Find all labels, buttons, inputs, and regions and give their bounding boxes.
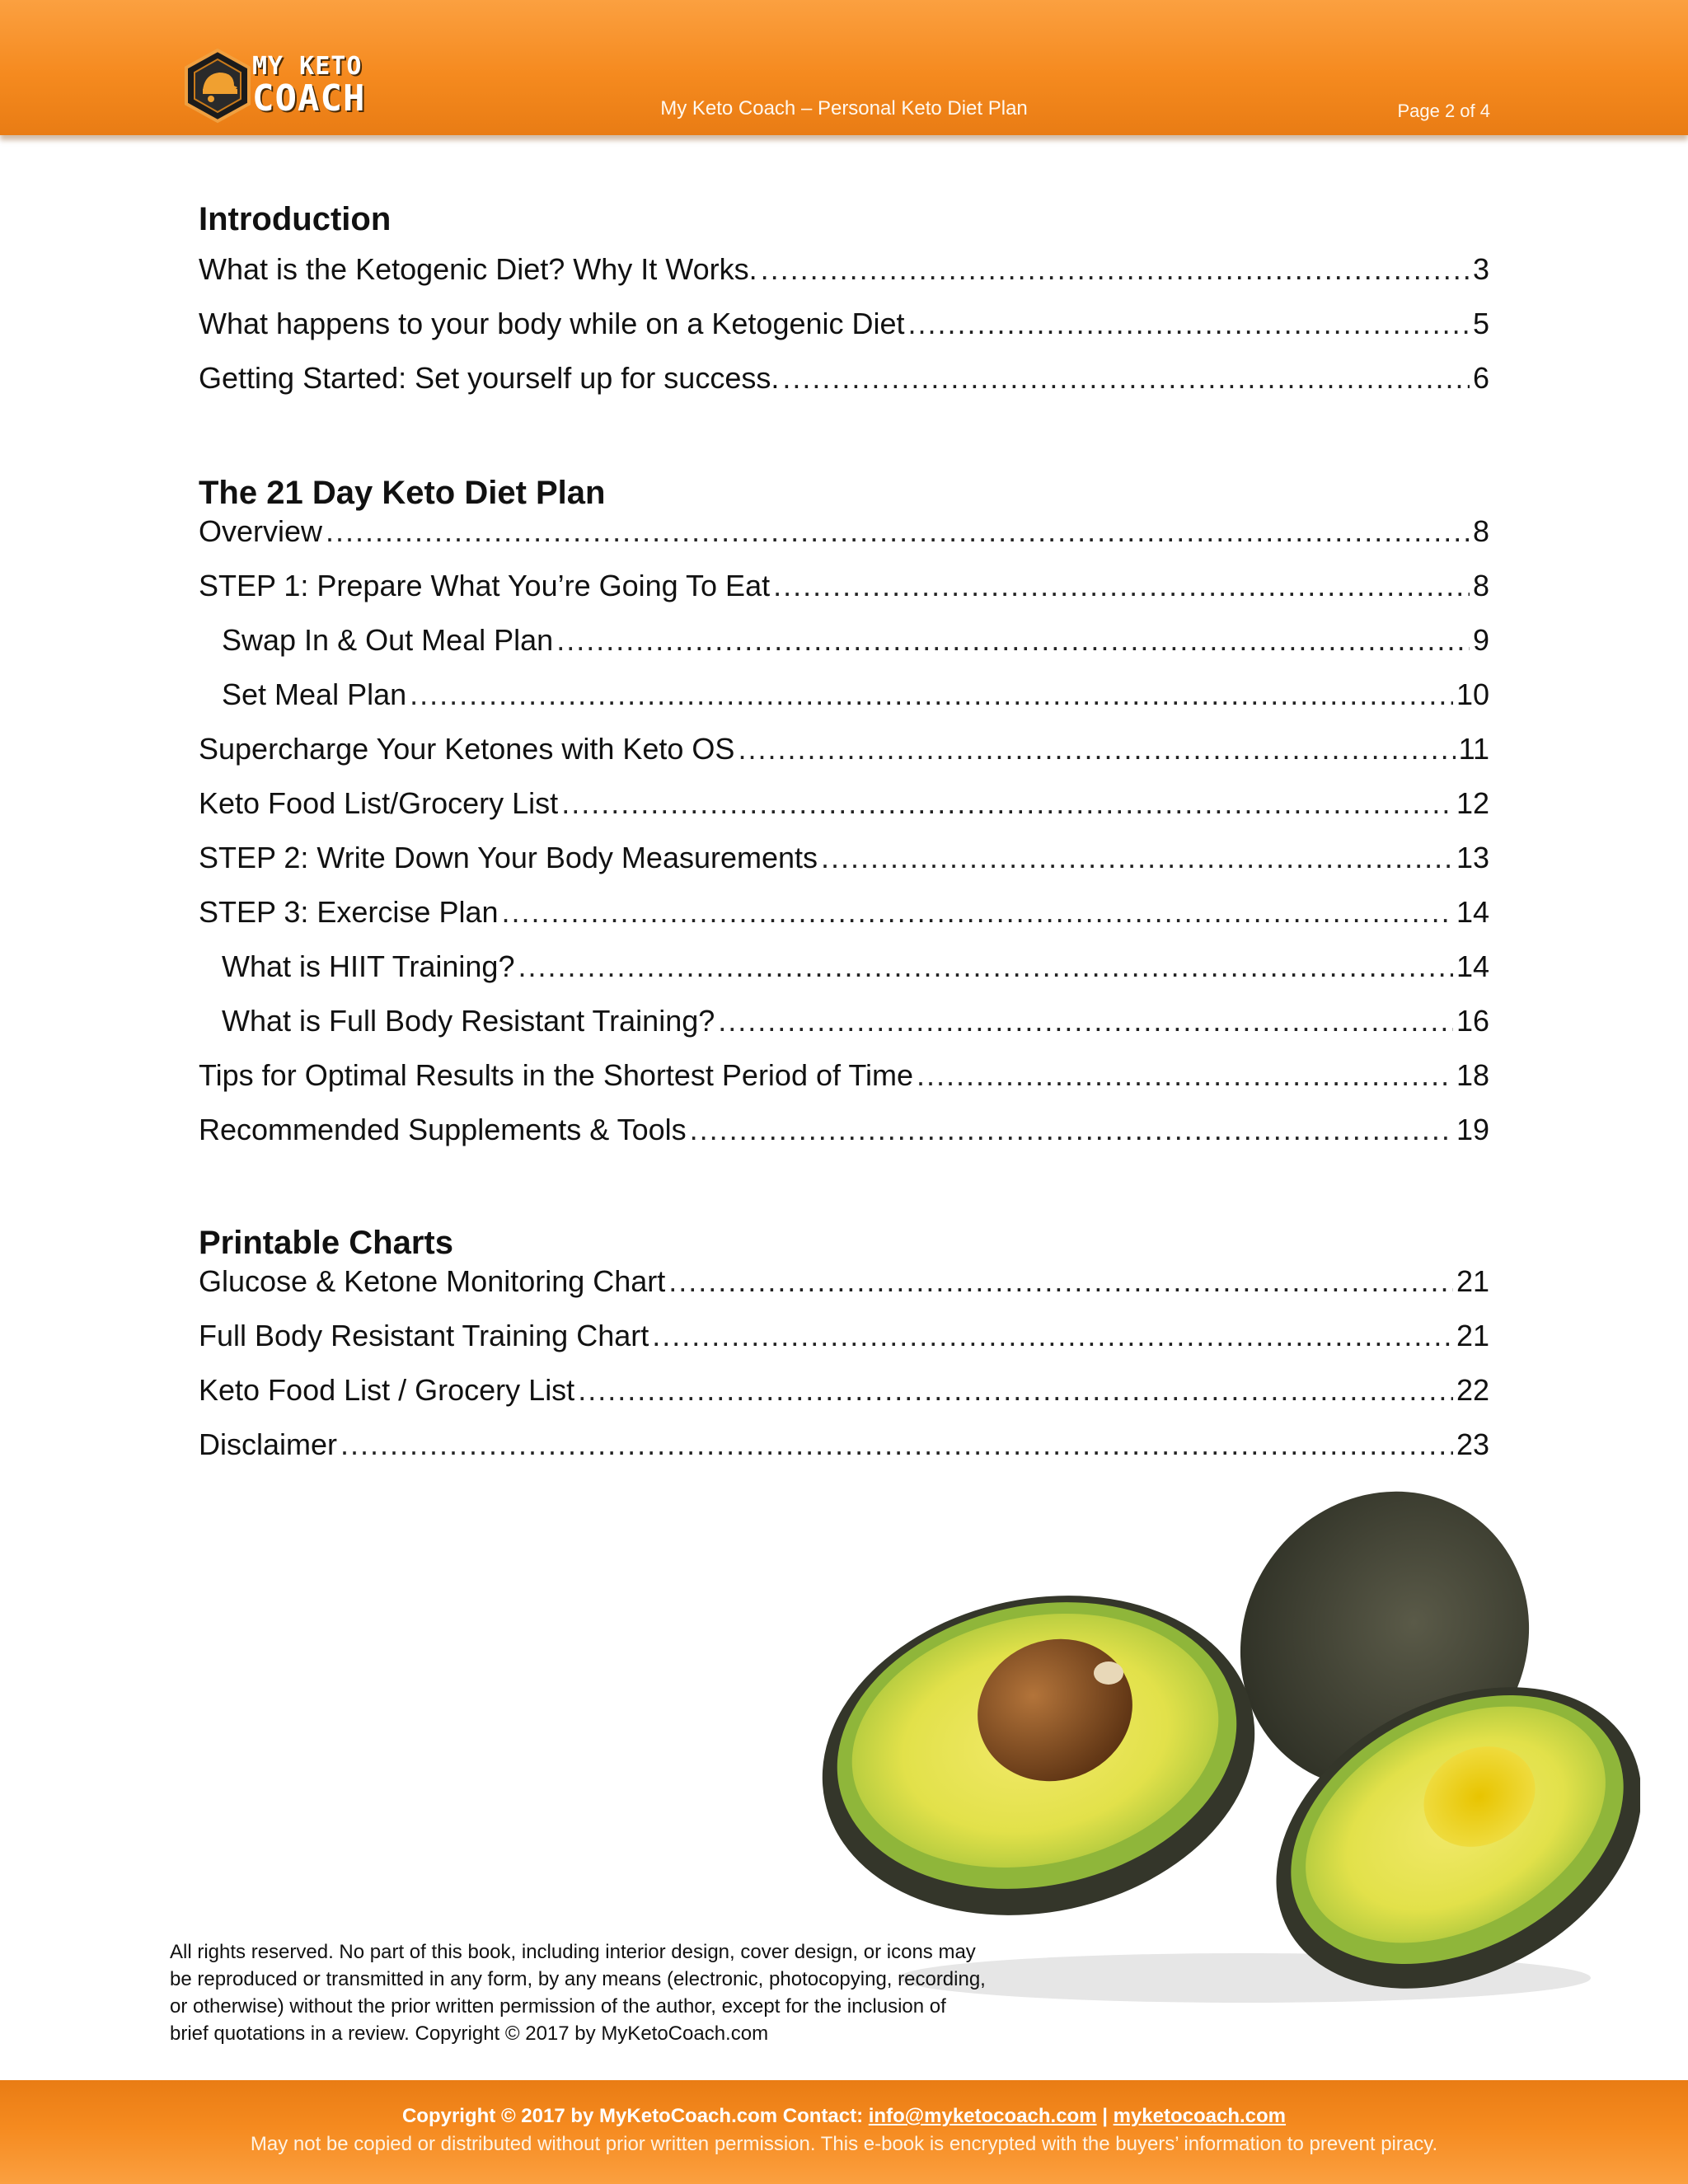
toc-entry-page: 19 xyxy=(1456,1113,1489,1146)
toc-entry-label: Getting Started: Set yourself up for success. xyxy=(199,361,780,395)
toc-entry-page: 6 xyxy=(1472,361,1489,395)
toc-entry[interactable] xyxy=(199,1264,1489,1301)
toc-entry-label: Overview xyxy=(199,514,323,548)
toc-entry-label: STEP 3: Exercise Plan xyxy=(199,895,499,929)
toc-entry[interactable] xyxy=(199,252,1489,288)
toc-entry-page: 16 xyxy=(1456,1004,1489,1038)
toc-entry-page: 18 xyxy=(1456,1058,1489,1092)
dot-leader xyxy=(761,252,1470,287)
toc-entry[interactable] xyxy=(199,1373,1489,1409)
document-title: My Keto Coach – Personal Keto Diet Plan xyxy=(660,97,1028,120)
toc-entry-page: 11 xyxy=(1458,732,1489,766)
dot-leader xyxy=(668,1264,1453,1299)
section-heading-printable-charts: Printable Charts xyxy=(199,1225,453,1261)
toc-entry-page: 21 xyxy=(1456,1319,1489,1352)
section-heading-21-day-plan: The 21 Day Keto Diet Plan xyxy=(199,475,606,511)
dot-leader xyxy=(690,1113,1453,1147)
toc-entry-page: 23 xyxy=(1456,1427,1489,1461)
toc-entry-page: 8 xyxy=(1472,514,1489,548)
rights-notice-line: brief quotations in a review. Copyright © 2017 by MyKetoCoach.com xyxy=(170,2022,769,2045)
dot-leader xyxy=(738,732,1455,766)
page-footer xyxy=(0,2080,1688,2184)
toc-entry-label: What is HIIT Training? xyxy=(222,949,515,983)
footer-copyright: Copyright © 2017 by MyKetoCoach.com Contact: xyxy=(401,2105,864,2127)
toc-entry-label: What happens to your body while on a Ketogenic Diet xyxy=(199,307,905,340)
toc-entry[interactable] xyxy=(199,732,1489,768)
dot-leader xyxy=(518,949,1452,984)
dot-leader xyxy=(340,1427,1453,1462)
toc-entry[interactable] xyxy=(199,1319,1489,1355)
toc-entry-page: 21 xyxy=(1456,1264,1489,1298)
toc-entry-label: STEP 1: Prepare What You’re Going To Eat xyxy=(199,569,771,602)
toc-subentry[interactable] xyxy=(222,949,1489,986)
toc-entry[interactable] xyxy=(199,569,1489,605)
footer-copyright-line xyxy=(0,2105,1688,2128)
toc-entry-page: 14 xyxy=(1456,895,1489,929)
dot-leader xyxy=(502,895,1453,930)
avocado-image xyxy=(816,1483,1640,2011)
toc-entry-label: Keto Food List / Grocery List xyxy=(199,1373,575,1407)
toc-entry[interactable] xyxy=(199,841,1489,877)
toc-entry[interactable] xyxy=(199,1058,1489,1094)
dot-leader xyxy=(326,514,1470,549)
toc-entry-label: What is Full Body Resistant Training? xyxy=(222,1004,715,1038)
toc-entry-page: 13 xyxy=(1456,841,1489,874)
toc-entry[interactable] xyxy=(199,1113,1489,1149)
toc-entry-label: Set Meal Plan xyxy=(222,677,407,711)
logo-text-bottom: COACH xyxy=(252,77,366,120)
toc-entry-label: Disclaimer xyxy=(199,1427,338,1461)
rights-notice-line: All rights reserved. No part of this book, including interior design, cover design, or icons may xyxy=(170,1941,976,1963)
rights-notice-line: or otherwise) without the prior written permission of the author, except for the inclusion of xyxy=(170,1995,946,2018)
toc-entry-page: 10 xyxy=(1456,677,1489,711)
footer-website-link[interactable]: myketocoach.com xyxy=(1113,2105,1287,2127)
toc-subentry[interactable] xyxy=(222,1004,1489,1040)
section-heading-introduction: Introduction xyxy=(199,201,392,237)
toc-entry[interactable] xyxy=(199,361,1489,397)
toc-entry-page: 8 xyxy=(1472,569,1489,602)
toc-entry-label: Tips for Optimal Results in the Shortest Period of Time xyxy=(199,1058,914,1092)
footer-email-link[interactable]: info@myketocoach.com xyxy=(868,2105,1097,2127)
dot-leader xyxy=(561,786,1453,821)
dot-leader xyxy=(908,307,1470,341)
toc-entry-page: 5 xyxy=(1472,307,1489,340)
toc-subentry[interactable] xyxy=(222,677,1489,714)
toc-entry-label: Supercharge Your Ketones with Keto OS xyxy=(199,732,735,766)
dot-leader xyxy=(556,623,1470,658)
toc-entry-label: Recommended Supplements & Tools xyxy=(199,1113,687,1146)
logo-text-top: MY KETO xyxy=(252,52,363,81)
toc-entry[interactable] xyxy=(199,307,1489,343)
toc-entry[interactable] xyxy=(199,1427,1489,1464)
page-indicator: Page 2 of 4 xyxy=(1397,101,1490,121)
dot-leader xyxy=(773,569,1470,603)
toc-entry-label: Glucose & Ketone Monitoring Chart xyxy=(199,1264,666,1298)
toc-entry-page: 22 xyxy=(1456,1373,1489,1407)
dot-leader xyxy=(718,1004,1453,1038)
dot-leader xyxy=(578,1373,1453,1408)
toc-entry-page: 9 xyxy=(1472,623,1489,657)
toc-entry-label: Swap In & Out Meal Plan xyxy=(222,623,554,657)
dot-leader xyxy=(782,361,1470,396)
toc-entry-label: What is the Ketogenic Diet? Why It Works. xyxy=(199,252,757,286)
footer-piracy-notice: May not be copied or distributed without prior written permission. This e-book is encrypted with the buyers’ information to prevent piracy. xyxy=(250,2133,1438,2155)
rights-notice xyxy=(170,1938,1035,2047)
dot-leader xyxy=(410,677,1453,712)
toc-subentry[interactable] xyxy=(222,623,1489,659)
toc-entry[interactable] xyxy=(199,514,1489,551)
footer-separator: | xyxy=(1102,2105,1108,2127)
rights-notice-line: be reproduced or transmitted in any form, by any means (electronic, photocopying, recording, xyxy=(170,1968,986,1990)
toc-entry[interactable] xyxy=(199,786,1489,823)
dot-leader xyxy=(821,841,1453,875)
dot-leader xyxy=(652,1319,1453,1353)
page-header xyxy=(0,0,1688,135)
toc-entry-label: STEP 2: Write Down Your Body Measurements xyxy=(199,841,818,874)
toc-entry-page: 14 xyxy=(1456,949,1489,983)
toc-entry-label: Full Body Resistant Training Chart xyxy=(199,1319,649,1352)
toc-entry-label: Keto Food List/Grocery List xyxy=(199,786,559,820)
toc-entry-page: 12 xyxy=(1456,786,1489,820)
dot-leader xyxy=(917,1058,1453,1093)
toc-entry[interactable] xyxy=(199,895,1489,931)
toc-entry-page: 3 xyxy=(1472,252,1489,286)
